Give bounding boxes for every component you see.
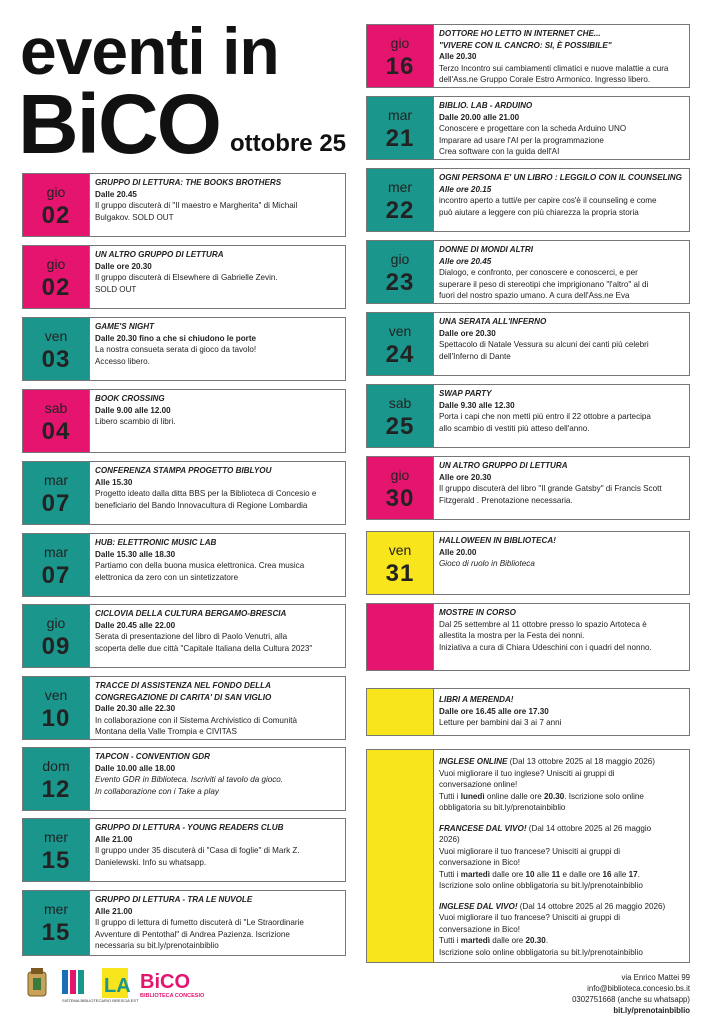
date-day: ven	[388, 542, 412, 558]
event-description: Dialogo, e confronto, per conoscere e conoscerci, e per	[439, 268, 638, 277]
title-line-1: eventi in	[20, 14, 279, 88]
event-body	[95, 894, 341, 952]
course-schedule-part: dalle ore	[490, 936, 526, 945]
event-body	[439, 172, 685, 218]
event-time: Dalle 20.30 alle 22.30	[95, 704, 176, 713]
footer-phone: 0302751668 (anche su whatsapp)	[572, 995, 690, 1004]
event-time: Dalle 9.30 alle 12.30	[439, 400, 515, 410]
date-number: 07	[41, 562, 71, 589]
course-registration: obbligatoria su bit.ly/prenotainbiblio	[439, 803, 566, 812]
date-badge	[23, 891, 90, 955]
event-time: Dalle 10.00 alle 18.00	[95, 763, 176, 773]
event-title: HALLOWEEN IN BIBLIOTECA!	[439, 536, 556, 545]
event-body	[95, 321, 341, 367]
event-description: necessaria su bit.ly/prenotainbiblio	[95, 941, 219, 950]
event-body	[95, 177, 341, 223]
merenda-title: LIBRI A MERENDA!	[439, 695, 514, 704]
date-day: dom	[42, 758, 70, 774]
course-dates: (Dal 14 ottobre 2025 al 26 maggio	[526, 823, 652, 833]
event-title: HUB: ELETTRONIC MUSIC LAB	[95, 538, 217, 547]
coat-of-arms-logo	[28, 968, 46, 996]
logos-svg	[22, 964, 222, 1008]
date-day: ven	[44, 687, 68, 703]
date-number: 02	[41, 202, 71, 229]
event-description: Fitzgerald . Prenotazione necessaria.	[439, 495, 573, 505]
mostre-title: MOSTRE IN CORSO	[439, 608, 516, 617]
event-card	[22, 245, 346, 309]
sbb-logo-text: SISTEMA BIBLIOTECARIO BRESCIA EST	[62, 998, 139, 1003]
date-day: mar	[43, 544, 69, 560]
event-description: In collaborazione con il Sistema Archivistico di Comunità	[95, 715, 297, 725]
event-description: Gioco di ruolo in Biblioteca	[439, 559, 535, 568]
date-day: gio	[390, 35, 410, 51]
date-day: ven	[44, 328, 68, 344]
event-title: GAME'S NIGHT	[95, 322, 155, 331]
course-schedule-part: 11	[551, 869, 561, 879]
event-title: GRUPPO DI LETTURA - TRA LE NUVOLE	[95, 895, 253, 904]
event-body	[95, 822, 341, 868]
course-description: Vuoi migliorare il tuo francese? Unisciti ai gruppi di	[439, 913, 620, 922]
date-number: 07	[41, 490, 71, 517]
event-title: DOTTORE HO LETTO IN INTERNET CHE...	[439, 29, 601, 38]
event-time: Dalle 9.00 alle 12.00	[95, 405, 171, 415]
event-card	[366, 312, 690, 376]
event-time: Dalle 20.30 fino a che si chiudono le porte	[95, 333, 257, 343]
course-schedule-part: . Iscrizione solo online	[564, 791, 644, 801]
event-time: Alle ore 20.45	[439, 256, 492, 266]
event-body	[439, 388, 685, 434]
event-description: allo scambio di vestiti più atteso dell'anno.	[439, 423, 590, 433]
event-description: Il gruppo di lettura di fumetto discuterà di "Le Straordinarie	[95, 918, 304, 927]
event-body	[439, 460, 685, 506]
event-title: SWAP PARTY	[439, 389, 492, 398]
course-block	[439, 901, 685, 959]
event-description: fuori del nostro spazio umano. A cura dell'Ass.ne Eva	[439, 291, 630, 300]
event-description: Danielewski. Info su whatsapp.	[95, 857, 207, 867]
event-description: Il gruppo discuterà di "Il maestro e Margherita" di Michail	[95, 201, 298, 210]
date-number: 22	[385, 197, 415, 224]
date-number: 03	[41, 346, 71, 373]
course-block	[439, 756, 685, 814]
event-card	[366, 168, 690, 232]
date-badge	[367, 532, 434, 594]
bico-logo-subtitle: BIBLIOTECA CONCESIO	[140, 993, 205, 999]
course-title: FRANCESE DAL VIVO!	[439, 823, 527, 833]
event-title: TAPCON - CONVENTION GDR	[95, 752, 210, 761]
merenda-time: Dalle ore 16.45 alle ore 17.30	[439, 706, 549, 716]
course-description: conversazione online!	[439, 780, 518, 789]
date-number: 02	[41, 274, 71, 301]
event-description: SOLD OUT	[95, 284, 137, 294]
course-schedule-part: 17	[628, 869, 638, 879]
event-description: Bulgakov. SOLD OUT	[95, 212, 174, 222]
footer-address: via Enrico Mattei 99	[621, 973, 690, 982]
course-schedule-part: lunedì	[460, 791, 485, 801]
event-time: Dalle 15.30 alle 18.30	[95, 549, 176, 559]
event-body	[439, 28, 685, 86]
event-time: Alle ore 20.15	[439, 184, 492, 194]
course-schedule-part: martedì	[460, 936, 490, 945]
date-day: sab	[388, 395, 412, 411]
date-badge	[23, 462, 90, 524]
event-card	[22, 173, 346, 237]
date-badge	[23, 748, 90, 810]
event-title: DONNE DI MONDI ALTRI	[439, 245, 533, 254]
event-card	[22, 676, 346, 740]
event-body	[439, 316, 685, 362]
event-body	[95, 465, 341, 511]
date-badge	[23, 174, 90, 236]
event-description: Porta i capi che non metti più entro il 22 ottobre a partecipa	[439, 412, 651, 421]
course-schedule	[439, 935, 685, 947]
event-description: Crea software con la guida dell'AI	[439, 147, 560, 156]
event-card	[22, 389, 346, 453]
event-card	[22, 461, 346, 525]
date-badge	[367, 457, 434, 519]
course-schedule-part: e dalle ore	[560, 869, 603, 879]
event-time: Alle 20.00	[439, 547, 477, 557]
course-schedule-part: Tutti i	[439, 869, 461, 879]
course-schedule	[439, 791, 685, 803]
event-card	[22, 890, 346, 956]
event-title: UN ALTRO GRUPPO DI LETTURA	[95, 250, 224, 259]
event-title: UNA SERATA ALL'INFERNO	[439, 317, 547, 326]
event-title: UN ALTRO GRUPPO DI LETTURA	[439, 461, 568, 470]
event-card	[366, 531, 690, 595]
event-body	[95, 751, 341, 797]
date-day: mer	[43, 901, 69, 917]
course-registration: Iscrizione solo online obbligatoria su bit.ly/prenotainbiblio	[439, 947, 643, 957]
title-month: ottobre 25	[230, 130, 347, 157]
event-body	[95, 537, 341, 583]
course-description: conversazione in Bico!	[439, 858, 520, 867]
event-card	[366, 24, 690, 88]
date-badge	[23, 318, 90, 380]
event-title: CICLOVIA DELLA CULTURA BERGAMO-BRESCIA	[95, 609, 287, 618]
course-heading	[439, 756, 685, 768]
event-description: Conoscere e progettare con la scheda Arduino UNO	[439, 124, 627, 133]
event-description: dell'Inferno di Dante	[439, 351, 511, 361]
date-day: gio	[46, 256, 66, 272]
event-title: GRUPPO DI LETTURA: THE BOOKS BROTHERS	[95, 178, 282, 187]
course-heading	[439, 823, 685, 835]
course-description: Vuoi migliorare il tuo inglese? Unisciti ai gruppi di	[439, 768, 615, 778]
mostre-line: Dal 25 settembre al 11 ottobre presso lo spazio Artoteca è	[439, 619, 647, 629]
course-dates: (Dal 13 ottobre 2025 al 18 maggio 2026)	[507, 757, 655, 766]
event-description: Libero scambio di libri.	[95, 417, 176, 426]
date-badge	[23, 534, 90, 596]
course-title: INGLESE DAL VIVO!	[439, 901, 518, 911]
date-badge	[23, 246, 90, 308]
date-number: 12	[41, 776, 71, 803]
date-badge	[367, 97, 434, 159]
date-day: mar	[43, 472, 69, 488]
course-description: conversazione in Bico!	[439, 924, 520, 934]
course-schedule-part: alle	[534, 869, 552, 879]
date-badge	[367, 25, 434, 87]
date-badge	[23, 677, 90, 739]
course-schedule	[439, 869, 685, 881]
course-schedule-part: online dalle ore	[484, 791, 544, 801]
event-time: Alle 21.00	[95, 834, 133, 844]
date-day: gio	[46, 615, 66, 631]
event-time: Dalle 20.45	[95, 189, 137, 199]
course-description: Vuoi migliorare il tuo francese? Unisciti ai gruppi di	[439, 846, 620, 856]
event-body	[95, 393, 341, 428]
date-badge	[367, 241, 434, 303]
la-logo-text: LA	[104, 975, 131, 997]
course-heading	[439, 901, 685, 913]
event-description: Imparare ad usare l'AI per la programmazione	[439, 135, 604, 145]
merenda-line: Letture per bambini dai 3 ai 7 anni	[439, 718, 562, 727]
event-body	[439, 244, 685, 302]
date-day: gio	[46, 184, 66, 200]
date-badge	[367, 385, 434, 447]
event-description: dell'Ass.ne Gruppo Corale Estro Armonico. Ingresso libero.	[439, 75, 651, 84]
event-description: Montana della Valle Trompia e CIVITAS	[95, 727, 237, 736]
event-description: Avventure di Pentothal" di Andrea Pazienza. Iscrizione	[95, 929, 290, 939]
event-card	[22, 317, 346, 381]
event-description: scoperta delle due città "Capitale Italiana della Cultura 2023"	[95, 643, 313, 653]
date-number: 31	[385, 560, 415, 587]
date-day: gio	[390, 251, 410, 267]
course-schedule-part: .	[545, 936, 549, 945]
event-description: Il gruppo discuterà del libro "Il grande Gatsby" di Francis Scott	[439, 484, 662, 493]
event-description: La nostra consueta serata di gioco da tavolo!	[95, 345, 257, 354]
contact-footer	[572, 972, 690, 1016]
event-card	[366, 96, 690, 160]
date-number: 23	[385, 269, 415, 296]
course-dates: (Dal 14 ottobre 2025 al 26 maggio 2026)	[517, 901, 666, 911]
event-card	[22, 747, 346, 811]
date-badge	[23, 390, 90, 452]
date-badge	[367, 313, 434, 375]
date-number: 10	[41, 705, 71, 732]
date-day: mer	[387, 179, 413, 195]
event-description: beneficiario del Bando Innovacultura di Regione Lombardia	[95, 500, 308, 510]
event-body	[95, 608, 341, 654]
event-card	[366, 456, 690, 520]
course-dates-cont: 2026)	[439, 835, 460, 844]
event-description: elettronica da zero con un sintetizzatore	[95, 572, 239, 582]
event-time: Alle ore 20.30	[439, 472, 492, 482]
mostre-line: allestita la mostra per la Festa dei nonni.	[439, 631, 585, 640]
event-title: TRACCE DI ASSISTENZA NEL FONDO DELLA CONGREGAZIONE DI CARITA' DI SAN VIGLIO	[95, 681, 272, 702]
date-badge	[23, 605, 90, 667]
logos-strip	[22, 964, 222, 1008]
date-day: gio	[390, 467, 410, 483]
bico-logo: BiCO	[140, 971, 190, 993]
event-time: Dalle 20.45 alle 22.00	[95, 620, 176, 630]
course-schedule-part: 20.30	[525, 936, 546, 945]
date-number: 25	[385, 413, 415, 440]
date-badge	[23, 819, 90, 881]
event-description: incontro aperto a tutti/e per capire cos'è il counseling e come	[439, 196, 657, 205]
course-schedule-part: Tutti i	[439, 936, 461, 945]
event-description: Serata di presentazione del libro di Paolo Venutri, alla	[95, 632, 288, 641]
event-title: CONFERENZA STAMPA PROGETTO BIBLYOU	[95, 466, 272, 475]
footer-link[interactable]: bit.ly/prenotainbiblio	[613, 1006, 690, 1015]
event-time: Alle 15.30	[95, 477, 133, 487]
event-time: Alle 20.30	[439, 52, 477, 61]
event-card	[366, 240, 690, 304]
date-day: sab	[44, 400, 68, 416]
course-title: INGLESE ONLINE	[439, 757, 508, 766]
date-number: 21	[385, 125, 415, 152]
course-block	[439, 823, 685, 892]
courses-color-block	[367, 750, 434, 962]
event-card	[366, 384, 690, 448]
mostre-line: Iniziativa a cura di Chiara Udeschini con i quadri del nonno.	[439, 642, 652, 652]
event-description: Terzo Incontro sui cambiamenti climatici e nuove malattie a cura	[439, 63, 669, 73]
event-description: Spettacolo di Natale Vessura su alcuni dei canti più celebri	[439, 340, 649, 349]
course-schedule-part: Tutti i	[439, 791, 461, 801]
date-day: mar	[387, 107, 413, 123]
event-time: Dalle 20.00 alle 21.00	[439, 112, 520, 122]
merenda-card	[366, 688, 690, 736]
merenda-color-block	[367, 689, 434, 735]
title-line-2: BiCO	[18, 77, 220, 171]
event-card	[22, 818, 346, 882]
event-card	[22, 533, 346, 597]
event-description: Accesso libero.	[95, 356, 150, 366]
mostre-color-block	[367, 604, 434, 670]
date-number: 15	[41, 847, 71, 874]
course-schedule-part: 20.30	[544, 791, 565, 801]
event-description: Progetto ideato dalla ditta BBS per la Biblioteca di Concesio e	[95, 489, 317, 498]
event-description: superare il peso di stereotipi che imprigionano "l'altro" al di	[439, 279, 649, 289]
event-description: In collaborazione con i Take a play	[95, 786, 219, 796]
date-number: 15	[41, 919, 71, 946]
event-title: GRUPPO DI LETTURA - YOUNG READERS CLUB	[95, 823, 284, 832]
date-badge	[367, 169, 434, 231]
date-number: 16	[385, 53, 415, 80]
event-description: Partiamo con della buona musica elettronica. Crea musica	[95, 561, 305, 570]
event-time: Dalle ore 20.30	[439, 328, 496, 338]
event-subtitle: "VIVERE CON IL CANCRO: SI, È POSSIBILE"	[439, 40, 612, 50]
language-courses-card	[366, 749, 690, 963]
la-logo	[102, 968, 131, 998]
footer-email[interactable]: info@biblioteca.concesio.bs.it	[587, 984, 690, 993]
event-title: BIBLIO. LAB - ARDUINO	[439, 101, 533, 110]
event-card	[22, 604, 346, 668]
event-description: Evento GDR in Biblioteca. Iscriviti al tavolo da gioco.	[95, 775, 284, 784]
event-description: Il gruppo under 35 discuterà di "Casa di foglie" di Mark Z.	[95, 846, 300, 855]
event-title: BOOK CROSSING	[95, 394, 165, 403]
event-body	[439, 535, 685, 570]
event-time: Dalle ore 20.30	[95, 261, 152, 271]
date-day: ven	[388, 323, 412, 339]
event-body	[95, 249, 341, 295]
event-body	[439, 100, 685, 158]
event-title: OGNI PERSONA E' UN LIBRO : LEGGILO CON IL COUNSELING	[439, 173, 682, 182]
course-schedule-part: martedì	[460, 869, 490, 879]
event-time: Alle 21.00	[95, 906, 133, 916]
date-number: 09	[41, 633, 71, 660]
mostre-card	[366, 603, 690, 671]
course-registration: Iscrizione solo online obbligatoria su bit.ly/prenotainbiblio	[439, 881, 643, 890]
date-number: 04	[41, 418, 71, 445]
date-number: 30	[385, 485, 415, 512]
event-description: Il gruppo discuterà di Elsewhere di Gabrielle Zevin.	[95, 273, 278, 282]
course-schedule-part: alle	[611, 869, 629, 879]
date-day: mer	[43, 829, 69, 845]
course-schedule-part: .	[637, 869, 640, 879]
course-schedule-part: 10	[525, 869, 535, 879]
event-body	[95, 680, 341, 738]
date-number: 24	[385, 341, 415, 368]
course-schedule-part: dalle ore	[490, 869, 526, 879]
event-description: può aiutare a leggere con più chiarezza la propria storia	[439, 207, 639, 217]
course-schedule-part: 16	[602, 869, 612, 879]
